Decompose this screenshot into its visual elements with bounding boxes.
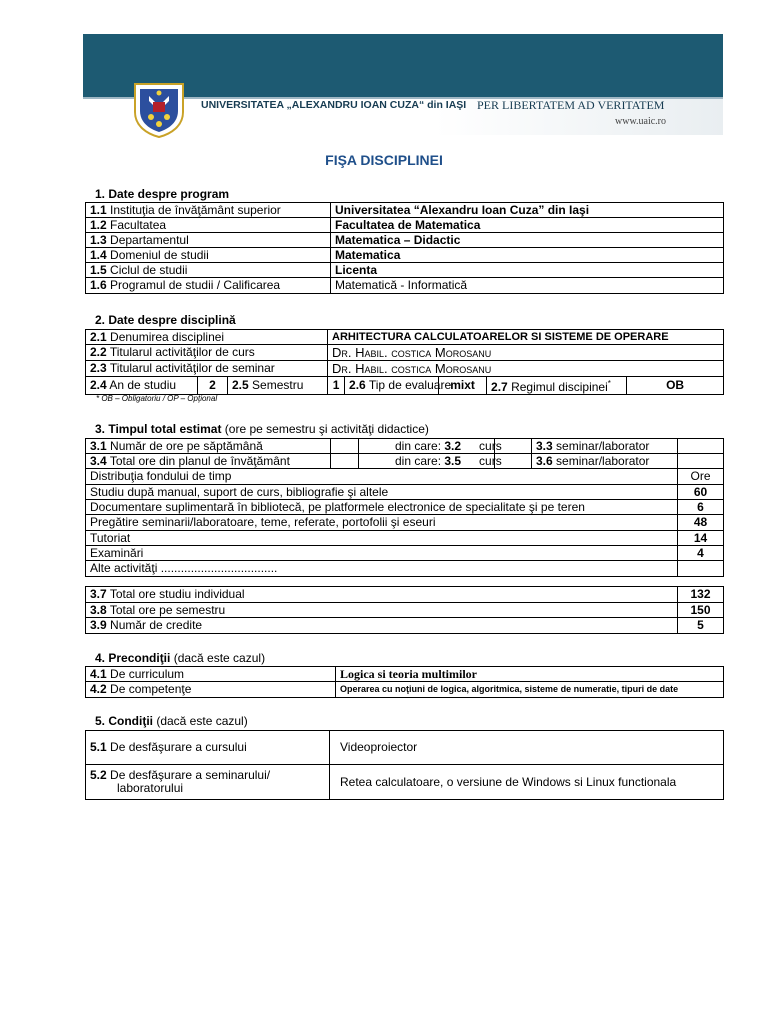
row-value: Retea calculatoare, o versiune de Windows si Linux functionala — [330, 765, 724, 800]
course-hours-label: din care: 3.2 curs — [359, 439, 495, 454]
semester-value: 1 — [328, 377, 345, 395]
table-row — [86, 618, 724, 634]
table-row — [86, 248, 724, 263]
row-value: Matematica — [331, 248, 724, 263]
hours-table — [85, 438, 724, 577]
seminar-hours-label: 3.6 seminar/laborator — [532, 454, 678, 469]
study-year-value: 2 — [198, 377, 228, 395]
row-value: ARHITECTURA CALCULATOARELOR SI SISTEME DE OPERARE — [328, 330, 724, 345]
table-row — [86, 515, 724, 531]
table-row — [86, 531, 724, 546]
row-value: Facultatea de Matematica — [331, 218, 724, 233]
table-row — [86, 345, 724, 361]
discipline-table — [85, 329, 724, 395]
seminar-hours-value — [678, 454, 724, 469]
table-row — [86, 278, 724, 294]
table-row — [86, 439, 724, 454]
seminar-hours-value — [678, 439, 724, 454]
row-value: 132 — [678, 587, 724, 603]
row-label: 4.2 De competenţe — [86, 682, 336, 698]
row-label: 2.1 Denumirea disciplinei — [86, 330, 328, 345]
row-label: 1.6 Programul de studii / Calificarea — [86, 278, 331, 294]
row-value: 60 — [678, 485, 724, 500]
course-hours-label: din care: 3.5 curs — [359, 454, 495, 469]
row-value — [678, 561, 724, 577]
table-row — [86, 218, 724, 233]
university-motto: PER LIBERTATEM AD VERITATEM — [477, 98, 665, 112]
row-label: 5.1 De desfăşurare a cursului — [86, 731, 330, 765]
row-value — [331, 439, 359, 454]
row-value: 150 — [678, 603, 724, 618]
table-row — [86, 330, 724, 345]
distribution-label: Distribuţia fondului de timp — [86, 469, 678, 485]
university-header — [83, 34, 723, 135]
totals-table — [85, 586, 724, 634]
row-value: 5 — [678, 618, 724, 634]
table-row — [86, 469, 724, 485]
table-row — [86, 233, 724, 248]
table-row — [86, 731, 724, 765]
row-label: 4.1 De curriculum — [86, 667, 336, 682]
row-value — [331, 454, 359, 469]
row-label: 3.4 Total ore din planul de învăţământ — [86, 454, 331, 469]
table-row — [86, 603, 724, 618]
row-label: 1.5 Ciclul de studii — [86, 263, 331, 278]
row-label: 1.3 Departamentul — [86, 233, 331, 248]
document-title: FIŞA DISCIPLINEI — [325, 152, 443, 168]
row-label: 2.2 Titularul activităţilor de curs — [86, 345, 328, 361]
row-label: Alte activităţi ................................... — [86, 561, 678, 577]
table-row — [86, 682, 724, 698]
row-value: 48 — [678, 515, 724, 531]
regime-label: 2.7 Regimul discipinei* — [487, 377, 627, 395]
preconditions-table — [85, 666, 724, 698]
row-value: Dr. Habil. costica Morosanu — [328, 345, 724, 361]
row-value: Videoproiector — [330, 731, 724, 765]
row-label: 5.2 De desfăşurare a seminarului/ laboratorului — [86, 765, 330, 800]
row-label: Documentare suplimentară în bibliotecă, pe platformele electronice de specialitate şi pe teren — [86, 500, 678, 515]
row-label: Examinări — [86, 546, 678, 561]
row-value: 6 — [678, 500, 724, 515]
regime-footnote: * OB – Obligatoriu / OP – Opţional — [96, 394, 218, 403]
table-row — [86, 667, 724, 682]
table-row — [86, 500, 724, 515]
program-table — [85, 202, 724, 294]
table-row — [86, 454, 724, 469]
table-row — [86, 546, 724, 561]
row-value: Matematică - Informatică — [331, 278, 724, 294]
row-value: Operarea cu noţiuni de logica, algoritmica, sisteme de numeratie, tipuri de date — [336, 682, 724, 698]
evaluation-value: mixt — [439, 377, 487, 395]
university-name: UNIVERSITATEA „ALEXANDRU IOAN CUZA“ din IAŞI — [201, 99, 467, 111]
row-label: 3.1 Număr de ore pe săptămână — [86, 439, 331, 454]
row-label: Tutoriat — [86, 531, 678, 546]
table-row — [86, 263, 724, 278]
table-row — [86, 587, 724, 603]
distribution-unit: Ore — [678, 469, 724, 485]
table-row — [86, 485, 724, 500]
university-crest-icon — [133, 82, 185, 138]
row-label: 1.4 Domeniul de studii — [86, 248, 331, 263]
section-3-heading: 3. Timpul total estimat (ore pe semestru şi activităţi didactice) — [95, 422, 429, 436]
study-year-label: 2.4 An de studiu — [86, 377, 198, 395]
evaluation-label: 2.6 Tip de evaluare — [345, 377, 439, 395]
row-label: Studiu după manual, suport de curs, bibliografie şi altele — [86, 485, 678, 500]
conditions-table — [85, 730, 724, 800]
row-label: 3.7 Total ore studiu individual — [86, 587, 678, 603]
table-row — [86, 361, 724, 377]
row-label: Pregătire seminarii/laboratoare, teme, referate, portofolii şi eseuri — [86, 515, 678, 531]
row-value: Matematica – Didactic — [331, 233, 724, 248]
section-5-heading: 5. Condiţii (dacă este cazul) — [95, 714, 248, 728]
semester-label: 2.5 Semestru — [228, 377, 328, 395]
seminar-hours-label: 3.3 seminar/laborator — [532, 439, 678, 454]
table-row — [86, 377, 724, 395]
row-value: Licenta — [331, 263, 724, 278]
section-4-heading: 4. Precondiţii (dacă este cazul) — [95, 651, 266, 665]
row-value: 14 — [678, 531, 724, 546]
university-website: www.uaic.ro — [615, 116, 667, 127]
row-value: Universitatea “Alexandru Ioan Cuza” din Iaşi — [331, 203, 724, 218]
table-row — [86, 203, 724, 218]
row-label: 3.8 Total ore pe semestru — [86, 603, 678, 618]
row-label: 1.2 Facultatea — [86, 218, 331, 233]
row-value: Logica si teoria multimilor — [336, 667, 724, 682]
row-label: 2.3 Titularul activităţilor de seminar — [86, 361, 328, 377]
row-value: Dr. Habil. costica Morosanu — [328, 361, 724, 377]
table-row — [86, 561, 724, 577]
section-2-heading: 2. Date despre disciplină — [95, 313, 236, 327]
regime-value: OB — [627, 377, 724, 395]
row-value: 4 — [678, 546, 724, 561]
section-1-heading: 1. Date despre program — [95, 187, 230, 201]
row-label: 1.1 Instituţia de învăţământ superior — [86, 203, 331, 218]
table-row — [86, 765, 724, 800]
row-label: 3.9 Număr de credite — [86, 618, 678, 634]
